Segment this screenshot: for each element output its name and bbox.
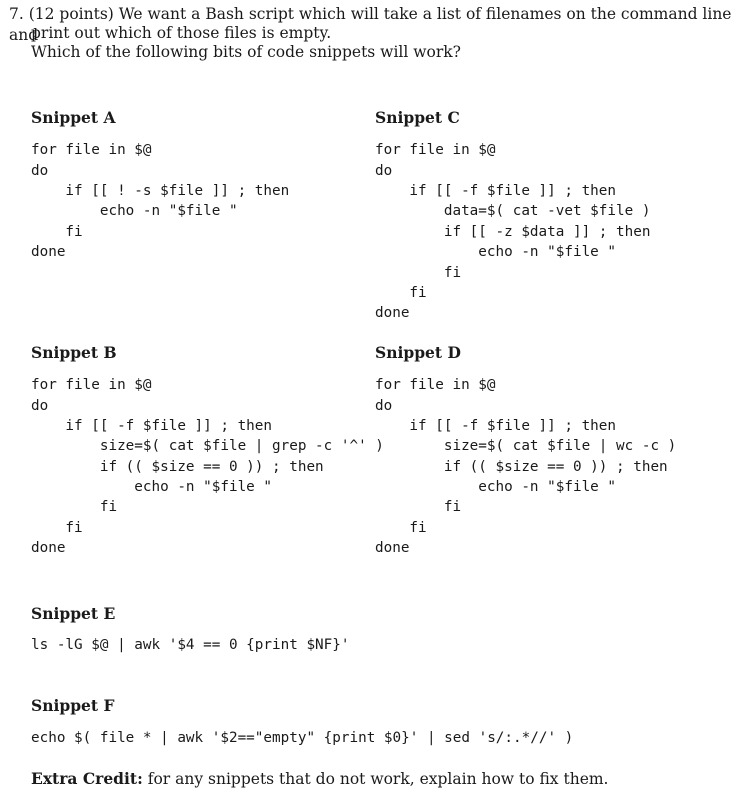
- snippet-d-line-6: echo -n "$file ": [375, 479, 617, 495]
- snippet-c-line-3: if [[ -f $file ]] ; then: [375, 183, 617, 199]
- question-line-2: print out which of those files is empty.: [31, 24, 332, 42]
- extra-credit-text: for any snippets that do not work, explain how to fix them.: [142, 770, 609, 788]
- snippet-b-line-5: if (( $size == 0 )) ; then: [31, 459, 324, 475]
- snippet-a-line-1: for file in $@: [31, 142, 152, 158]
- snippet-c-line-7: fi: [375, 265, 462, 281]
- snippet-d-line-9: done: [375, 540, 410, 556]
- snippet-c-line-9: done: [375, 305, 410, 321]
- snippet-a-line-6: done: [31, 244, 66, 260]
- snippet-f-title: Snippet F: [31, 696, 115, 715]
- snippet-c-line-8: fi: [375, 285, 427, 301]
- snippet-e-code: ls -lG $@ | awk '$4 == 0 {print $NF}': [31, 637, 350, 653]
- snippet-d-line-8: fi: [375, 520, 427, 536]
- snippet-c-line-2: do: [375, 163, 393, 179]
- snippet-b-line-6: echo -n "$file ": [31, 479, 273, 495]
- snippet-d-line-3: if [[ -f $file ]] ; then: [375, 418, 617, 434]
- snippet-b-line-4: size=$( cat $file | grep -c '^' ): [31, 438, 384, 454]
- snippet-c-line-4: data=$( cat -vet $file ): [375, 203, 651, 219]
- question-line-3: Which of the following bits of code snippets will work?: [31, 43, 461, 61]
- snippet-a-line-5: fi: [31, 224, 83, 240]
- snippet-d-title: Snippet D: [375, 343, 461, 362]
- extra-credit-label: Extra Credit:: [31, 769, 143, 788]
- snippet-b-line-2: do: [31, 398, 49, 414]
- snippet-b-line-7: fi: [31, 499, 118, 515]
- snippet-f-code: echo $( file * | awk '$2=="empty" {print $0}' | sed 's/:.*//' ): [31, 730, 574, 746]
- snippet-d-line-2: do: [375, 398, 393, 414]
- snippet-d-line-4: size=$( cat $file | wc -c ): [375, 438, 677, 454]
- snippet-c-line-5: if [[ -z $data ]] ; then: [375, 224, 651, 240]
- extra-credit: [31, 769, 609, 788]
- snippet-d-line-1: for file in $@: [375, 377, 496, 393]
- snippet-b-line-1: for file in $@: [31, 377, 152, 393]
- question-line-1: 7. (12 points) We want a Bash script which will take a list of filenames on the command line and: [9, 5, 732, 44]
- snippet-b-line-8: fi: [31, 520, 83, 536]
- snippet-d-line-5: if (( $size == 0 )) ; then: [375, 459, 668, 475]
- snippet-b-line-3: if [[ -f $file ]] ; then: [31, 418, 273, 434]
- snippet-c-line-1: for file in $@: [375, 142, 496, 158]
- snippet-d-line-7: fi: [375, 499, 462, 515]
- snippet-a-title: Snippet A: [31, 108, 116, 127]
- snippet-b-title: Snippet B: [31, 343, 117, 362]
- snippet-c-line-6: echo -n "$file ": [375, 244, 617, 260]
- snippet-c-title: Snippet C: [375, 108, 460, 127]
- snippet-b-line-9: done: [31, 540, 66, 556]
- snippet-e-title: Snippet E: [31, 604, 116, 623]
- snippet-a-line-3: if [[ ! -s $file ]] ; then: [31, 183, 290, 199]
- snippet-a-line-4: echo -n "$file ": [31, 203, 238, 219]
- snippet-a-line-2: do: [31, 163, 49, 179]
